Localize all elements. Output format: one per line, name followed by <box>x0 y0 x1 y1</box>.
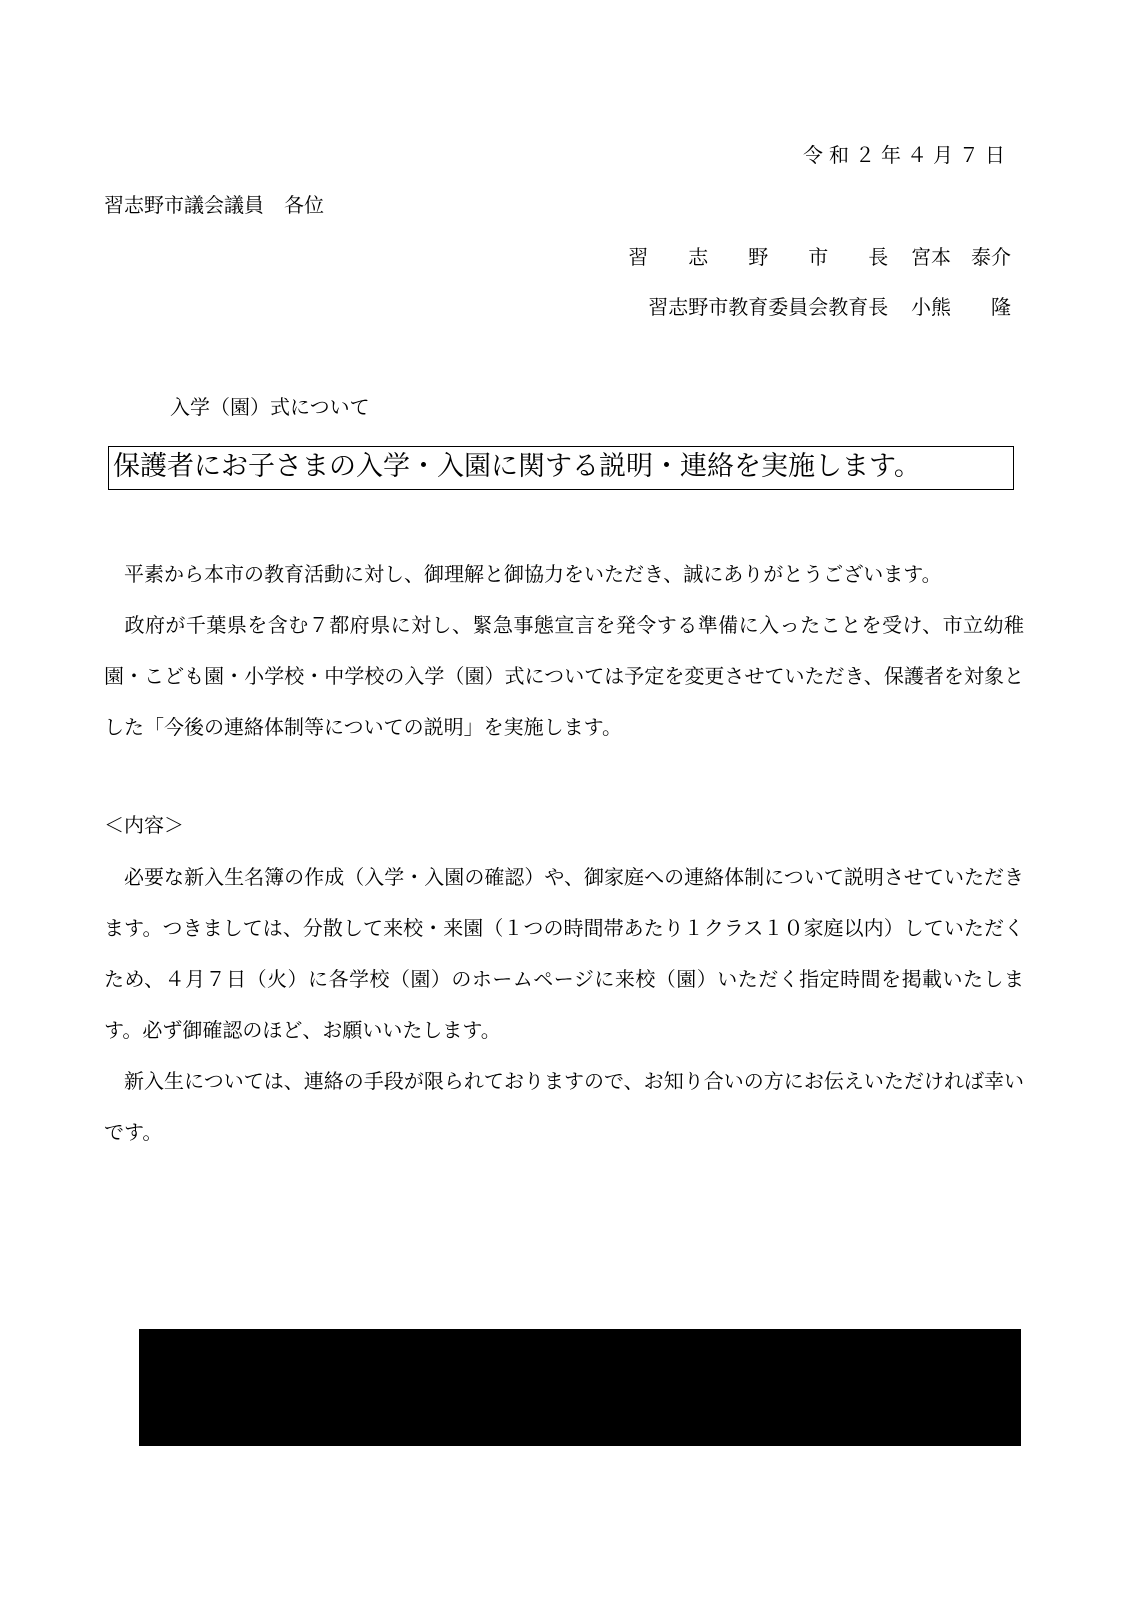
intro-section <box>104 549 1024 753</box>
sender-mayor-name: 宮本 泰介 <box>911 245 1011 269</box>
intro-paragraph-1: 平素から本市の教育活動に対し、御理解と御協力をいただき、誠にありがとうございます。 <box>104 562 942 586</box>
sender-superintendent <box>648 292 1011 322</box>
sender-superintendent-title: 習志野市教育委員会教育長 <box>648 295 889 319</box>
sender-mayor-title: 習 志 野 市 長 <box>628 245 889 269</box>
intro-paragraph-2: 政府が千葉県を含む７都府県に対し、緊急事態宣言を発令する準備に入ったことを受け、市立幼稚園・こども園・小学校・中学校の入学（園）式については予定を変更させていただき、保護者を対象とした「今後の連絡体制等についての説明」を実施します。 <box>104 613 1024 739</box>
notice-box: 保護者にお子さまの入学・入園に関する説明・連絡を実施します。 <box>108 446 1014 490</box>
document-date: 令和２年４月７日 <box>803 143 1011 167</box>
recipient-line: 習志野市議会議員 各位 <box>104 193 324 217</box>
subject-line: 入学（園）式について <box>170 395 370 419</box>
content-paragraph-2: 新入生については、連絡の手段が限られておりますので、お知り合いの方にお伝えいただければ幸いです。 <box>104 1069 1024 1144</box>
content-section <box>104 852 1024 1158</box>
redaction-block <box>139 1329 1021 1446</box>
sender-superintendent-name: 小熊 隆 <box>911 295 1011 319</box>
content-heading: ＜内容＞ <box>104 813 184 837</box>
sender-mayor <box>628 242 1011 272</box>
content-paragraph-1: 必要な新入生名簿の作成（入学・入園の確認）や、御家庭への連絡体制について説明させていただきます。つきましては、分散して来校・来園（１つの時間帯あたり１クラス１０家庭以内）していただくため、４月７日（火）に各学校（園）のホームページに来校（園）いただく指定時間を掲載いたします。必ず御確認のほど、お願いいたします。 <box>104 865 1024 1042</box>
